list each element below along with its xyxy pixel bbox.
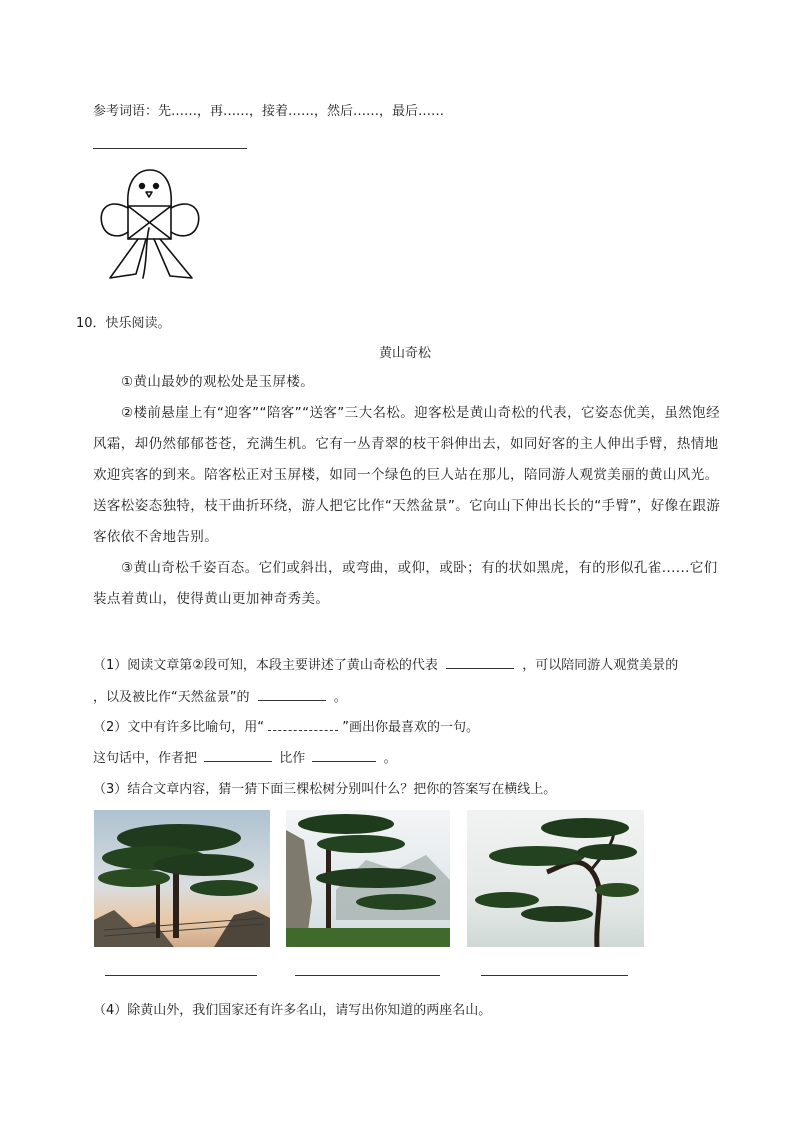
- passage-paragraph-2-line: 客依依不舍地告别。: [93, 529, 219, 545]
- reference-words: 参考词语：先……，再……，接着……，然后……，最后……: [93, 104, 445, 119]
- question-2-continued: [93, 747, 397, 766]
- answer-line-photo-2[interactable]: [295, 975, 440, 976]
- passage-paragraph-2-line: 风霜，却仍然郁郁苍苍，充满生机。它有一丛青翠的枝干斜伸出去，如同好客的主人伸出手臂，热情地: [93, 436, 719, 452]
- question-1-continued: [93, 686, 347, 705]
- answer-blank-welcome-pine[interactable]: [446, 656, 514, 669]
- answer-line-order[interactable]: [93, 148, 247, 149]
- pine-photo-companion: [286, 810, 450, 947]
- question-2: [93, 716, 479, 735]
- passage-paragraph-3-line: ③黄山奇松千姿百态。它们或斜出，或弯曲，或仰，或卧；有的状如黑虎，有的形似孔雀......它们: [121, 560, 718, 576]
- passage-paragraph-3-line: 装点着黄山，使得黄山更加神奇秀美。: [93, 591, 330, 607]
- question-2-text: 这句话中，作者把: [93, 751, 198, 766]
- question-1-text: ，以及被比作“天然盆景”的: [93, 690, 250, 705]
- question-2-text: ”画出你最喜欢的一句。: [342, 720, 480, 735]
- pine-photo-welcome: [94, 810, 270, 947]
- passage-title: 黄山奇松: [379, 346, 432, 361]
- passage-paragraph-1: ①黄山最妙的观松处是玉屏楼。: [121, 374, 315, 390]
- question-1: [93, 654, 678, 673]
- question-number: 10．快乐阅读。: [76, 316, 171, 331]
- question-2-text: 。: [383, 751, 397, 766]
- question-1-text: 。: [333, 690, 347, 705]
- passage-paragraph-2-line: 欢迎宾客的到来。陪客松正对玉屏楼，如同一个绿色的巨人站在那儿，陪同游人观赏美丽的黄山风光。: [93, 467, 719, 483]
- doll-drawing: [96, 166, 206, 284]
- question-1-text: ，可以陪同游人观赏美景的: [522, 658, 679, 673]
- answer-line-photo-3[interactable]: [481, 975, 628, 976]
- answer-blank-object[interactable]: [312, 749, 376, 762]
- question-3-text: （3）结合文章内容，猜一猜下面三棵松树分别叫什么？把你的答案写在横线上。: [93, 782, 557, 797]
- passage-paragraph-2-line: 送客松姿态独特，枝干曲折环绕，游人把它比作“天然盆景”。它向山下伸出长长的“手臂”，好像在跟游: [93, 498, 721, 514]
- answer-blank-subject[interactable]: [204, 749, 272, 762]
- wavy-line-sample: [268, 720, 338, 731]
- question-1-text: （1）阅读文章第②段可知，本段主要讲述了黄山奇松的代表: [93, 658, 438, 673]
- question-2-text: 比作: [279, 751, 306, 766]
- question-4-text: （4）除黄山外，我们国家还有许多名山，请写出你知道的两座名山。: [93, 1003, 492, 1018]
- question-2-text: （2）文中有许多比喻句，用“: [93, 720, 265, 735]
- pine-photo-farewell: [467, 810, 644, 947]
- answer-line-photo-1[interactable]: [105, 975, 257, 976]
- answer-blank-farewell-pine[interactable]: [258, 688, 326, 701]
- passage-paragraph-2-line: ②楼前悬崖上有“迎客”“陪客”“送客”三大名松。迎客松是黄山奇松的代表，它姿态优美，虽然饱经: [121, 405, 720, 421]
